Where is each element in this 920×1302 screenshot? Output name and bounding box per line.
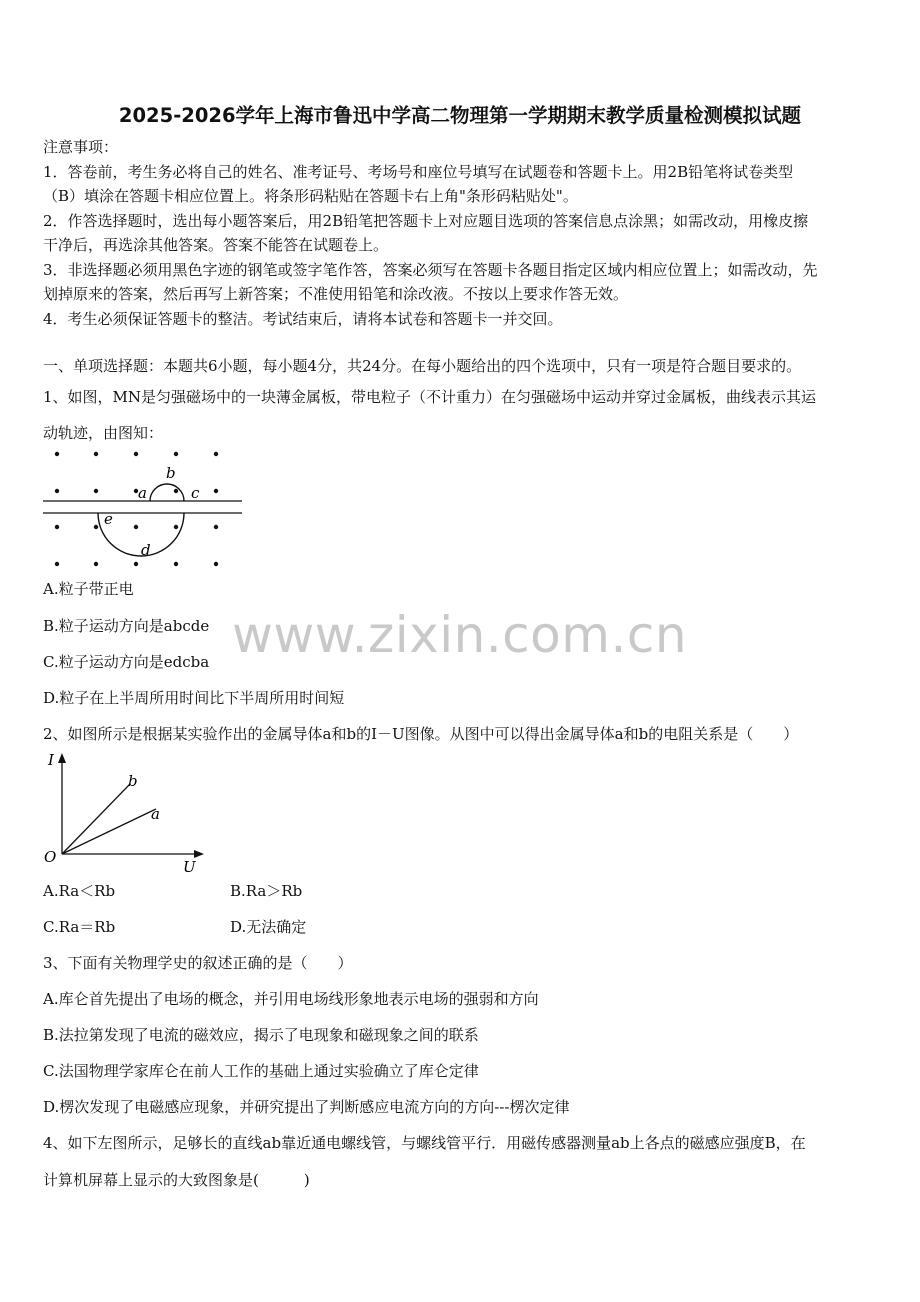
- page-title: 2025-2026学年上海市鲁迅中学高二物理第一学期期末教学质量检测模拟试题: [118, 104, 802, 127]
- q3-option-d: D.楞次发现了电磁感应现象，并研究提出了判断感应电流方向的方向---楞次定律: [43, 1098, 570, 1116]
- label-c: c: [191, 484, 200, 502]
- q3-option-a: A.库仑首先提出了电场的概念，并引用电场线形象地表示电场的强弱和方向: [43, 990, 539, 1008]
- label-b: b: [166, 464, 176, 482]
- axis-label-u: U: [183, 858, 196, 876]
- notice-line: 划掉原来的答案，然后再写上新答案；不准使用铅笔和涂改液。不按以上要求作答无效。: [43, 285, 629, 303]
- label-d: d: [141, 541, 151, 559]
- x-axis-arrow: [194, 850, 204, 858]
- q4-stem: 计算机屏幕上显示的大致图象是( ): [43, 1171, 310, 1189]
- line-b: [62, 784, 130, 854]
- label-a: a: [151, 805, 160, 823]
- section-heading: 一、单项选择题：本题共6小题，每小题4分，共24分。在每小题给出的四个选项中，只有一项是符合题目要求的。: [43, 357, 802, 375]
- y-axis-arrow: [58, 753, 66, 763]
- upper-trajectory-arc: [150, 484, 184, 501]
- q1-option-b: B.粒子运动方向是abcde: [43, 617, 210, 635]
- axis-label-i: I: [48, 751, 54, 769]
- q3-stem: 3、下面有关物理学史的叙述正确的是（ ）: [43, 954, 353, 972]
- watermark: www.zixin.com.cn: [232, 606, 688, 664]
- notice-heading: 注意事项：: [43, 138, 119, 156]
- notice-line: 2．作答选择题时，选出每小题答案后，用2B铅笔把答题卡上对应题目选项的答案信息点涂黑；如需改动，用橡皮擦: [43, 212, 809, 230]
- q2-iu-graph: [38, 748, 213, 876]
- q1-magnetic-field-figure: [38, 444, 248, 576]
- origin-label: O: [44, 848, 57, 866]
- q3-option-b: B.法拉第发现了电流的磁效应，揭示了电现象和磁现象之间的联系: [43, 1026, 479, 1044]
- q1-option-a: A.粒子带正电: [43, 580, 134, 598]
- label-e: e: [104, 510, 113, 528]
- notice-line: 1．答卷前，考生务必将自己的姓名、准考证号、考场号和座位号填写在试题卷和答题卡上。用2B铅笔将试卷类型: [43, 163, 794, 181]
- q4-stem: 4、如下左图所示，足够长的直线ab靠近通电螺线管，与螺线管平行．用磁传感器测量ab上各点的磁感应强度B，在: [43, 1134, 806, 1152]
- q1-option-c: C.粒子运动方向是edcba: [43, 653, 210, 671]
- q2-option-c: C.Ra＝Rb: [43, 918, 116, 936]
- q2-option-b: B.Ra＞Rb: [230, 882, 303, 900]
- label-a: a: [138, 484, 147, 502]
- q2-option-d: D.无法确定: [230, 918, 307, 936]
- q3-option-c: C.法国物理学家库仑在前人工作的基础上通过实验确立了库仑定律: [43, 1062, 479, 1080]
- q1-option-d: D.粒子在上半周所用时间比下半周所用时间短: [43, 689, 345, 707]
- q1-stem: 1、如图，MN是匀强磁场中的一块薄金属板，带电粒子（不计重力）在匀强磁场中运动并穿过金属板，曲线表示其运: [43, 388, 817, 406]
- q2-option-a: A.Ra＜Rb: [43, 882, 116, 900]
- notice-line: （B）填涂在答题卡相应位置上。将条形码粘贴在答题卡右上角"条形码粘贴处"。: [43, 187, 578, 205]
- q2-stem: 2、如图所示是根据某实验作出的金属导体a和b的I－U图像。从图中可以得出金属导体a和b的电阻关系是（ ）: [43, 725, 799, 743]
- q1-stem: 动轨迹，由图知：: [43, 424, 164, 442]
- notice-line: 3．非选择题必须用黑色字迹的钢笔或签字笔作答，答案必须写在答题卡各题目指定区域内相应位置上；如需改动，先: [43, 261, 818, 279]
- magnetic-field-dots: [55, 452, 218, 566]
- label-b: b: [128, 772, 138, 790]
- notice-line: 4．考生必须保证答题卡的整洁。考试结束后，请将本试卷和答题卡一并交回。: [43, 310, 563, 328]
- notice-line: 干净后，再选涂其他答案。答案不能答在试题卷上。: [43, 236, 389, 254]
- line-a: [62, 809, 156, 854]
